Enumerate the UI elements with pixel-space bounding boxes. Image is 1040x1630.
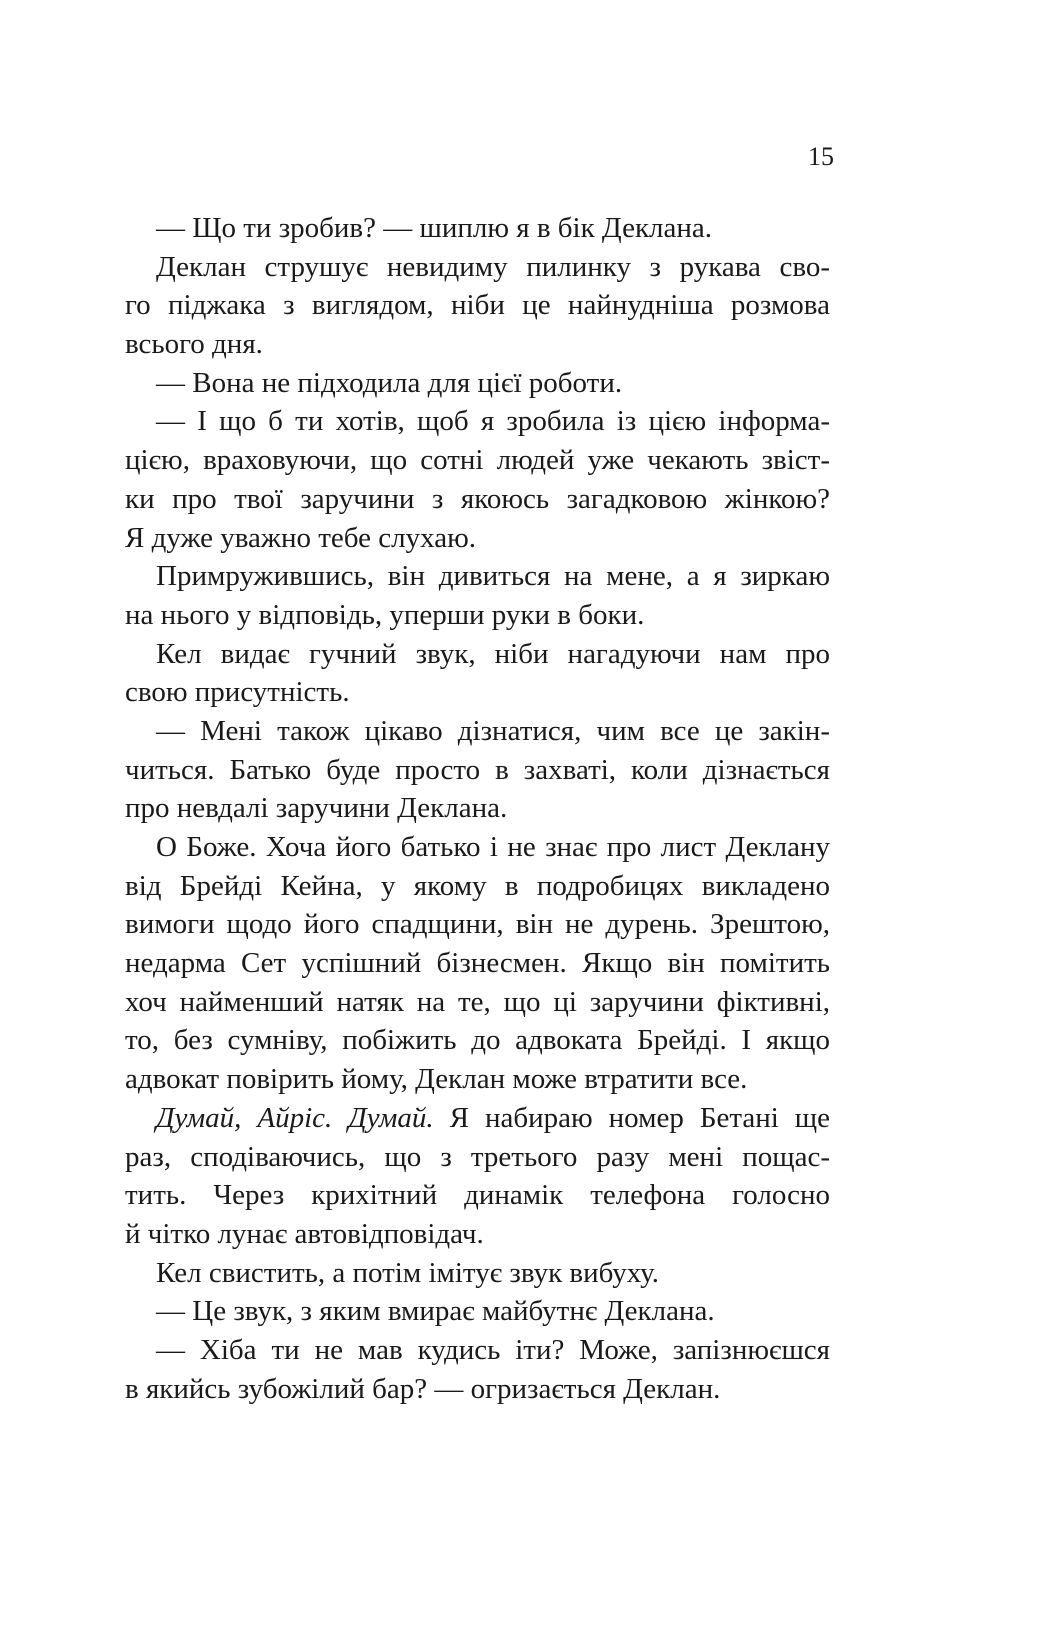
text-line: адвокат повірить йому, Деклан може втратити все. xyxy=(125,1063,748,1096)
text-line: від Брейді Кейна, у якому в подробицях викладено xyxy=(125,869,830,902)
text-line: й чітко лунає автовідповідач. xyxy=(125,1217,484,1250)
text-line: — Вона не підходила для цієї роботи. xyxy=(156,366,623,399)
text-line: то, без сумніву, побіжить до адвоката Брейді. І якщо xyxy=(125,1024,830,1057)
text-line: го піджака з виглядом, ніби це найнудніша розмова xyxy=(125,289,830,322)
text-line: — Що ти зробив? — шиплю я в бік Деклана. xyxy=(156,212,713,244)
text-line: Я дуже уважно тебе слухаю. xyxy=(125,521,477,554)
text-line: читься. Батько буде просто в захваті, коли дізнається xyxy=(125,753,830,786)
text-line xyxy=(125,1099,830,1138)
text-line: на нього у відповідь, уперши руки в боки. xyxy=(125,598,645,631)
italic-thought: Думай, Айріс. Думай. xyxy=(156,1101,434,1134)
text-line: — Це звук, з яким вмирає майбутнє Деклана. xyxy=(156,1295,715,1328)
text-line: раз, сподіваючись, що з третього разу мені пощас- xyxy=(125,1140,830,1173)
text-line: О Боже. Хоча його батько і не знає про лист Деклану xyxy=(156,831,830,863)
text-line: — Мені також цікаво дізнатися, чим все це закін- xyxy=(156,714,830,747)
text-line: Кел видає гучний звук, ніби нагадуючи нам про xyxy=(156,637,830,670)
text-line: цією, враховуючи, що сотні людей уже чекають звіст- xyxy=(125,444,830,477)
text-line: хоч найменший натяк на те, що ці заручини фіктивні, xyxy=(125,985,830,1018)
page-number: 15 xyxy=(808,142,834,171)
text-line: Деклан струшує невидиму пилинку з рукава сво- xyxy=(156,250,830,283)
text-line: тить. Через крихітний динамік телефона голосно xyxy=(125,1179,830,1212)
text-line: вимоги щодо його спадщини, він не дурень. Зрештою, xyxy=(125,908,830,941)
text-line: в якийсь зубожілий бар? — огризається Деклан. xyxy=(125,1372,721,1405)
text-line: ки про твої заручини з якоюсь загадковою жінкою? xyxy=(125,482,830,515)
text-line: Кел свистить, а потім імітує звук вибуху. xyxy=(156,1256,660,1289)
text-line: — Хіба ти не мав кудись іти? Може, запізнюєшся xyxy=(156,1333,830,1366)
text-line-rest: Я набираю номер Бетані ще xyxy=(433,1101,831,1134)
text-line: свою присутність. xyxy=(125,676,350,709)
text-line: недарма Сет успішний бізнесмен. Якщо він помітить xyxy=(125,947,830,980)
text-line: всього дня. xyxy=(125,328,263,361)
body-text xyxy=(125,209,830,1408)
text-line: — І що б ти хотів, щоб я зробила із цією інформа- xyxy=(156,405,830,438)
text-line: про невдалі заручини Деклана. xyxy=(125,792,508,825)
text-line: Примружившись, він дивиться на мене, а я зиркаю xyxy=(156,560,830,593)
